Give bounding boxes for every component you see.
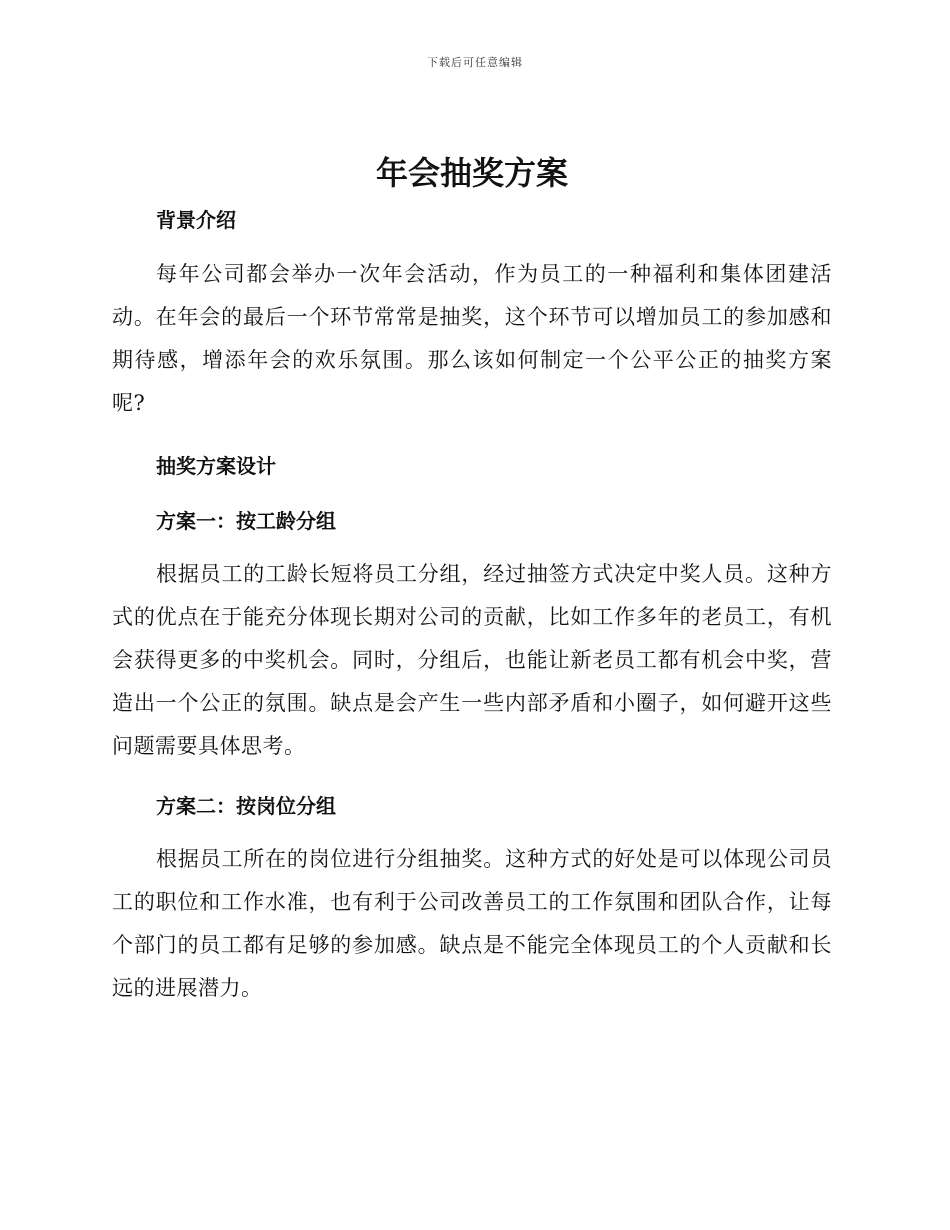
section-heading-lottery-design: 抽奖方案设计 — [156, 454, 276, 478]
section-heading-background: 背景介绍 — [156, 208, 236, 232]
document-content — [112, 150, 832, 1010]
document-title: 年会抽奖方案 — [375, 154, 568, 192]
header-note: 下载后可任意编辑 — [427, 56, 523, 69]
section-heading-plan-one: 方案一：按工龄分组 — [156, 509, 336, 533]
paragraph-plan-one: 根据员工的工龄长短将员工分组，经过抽签方式决定中奖人员。这种方式的优点在于能充分体现长期对公司的贡献，比如工作多年的老员工，有机会获得更多的中奖机会。同时，分组后，也能让新老员工都有机会中奖，营造出一个公正的氛围。缺点是会产生一些内部矛盾和小圈子，如何避开这些问题需要具体思考。 — [112, 562, 832, 758]
paragraph-background: 每年公司都会举办一次年会活动，作为员工的一种福利和集体团建活动。在年会的最后一个环节常常是抽奖，这个环节可以增加员工的参加感和期待感，增添年会的欢乐氛围。那么该如何制定一个公平公正的抽奖方案呢? — [112, 262, 832, 415]
paragraph-plan-two: 根据员工所在的岗位进行分组抽奖。这种方式的好处是可以体现公司员工的职位和工作水准，也有利于公司改善员工的工作氛围和团队合作，让每个部门的员工都有足够的参加感。缺点是不能完全体现员工的个人贡献和长远的进展潜力。 — [112, 847, 832, 1000]
section-heading-plan-two: 方案二：按岗位分组 — [156, 794, 336, 818]
